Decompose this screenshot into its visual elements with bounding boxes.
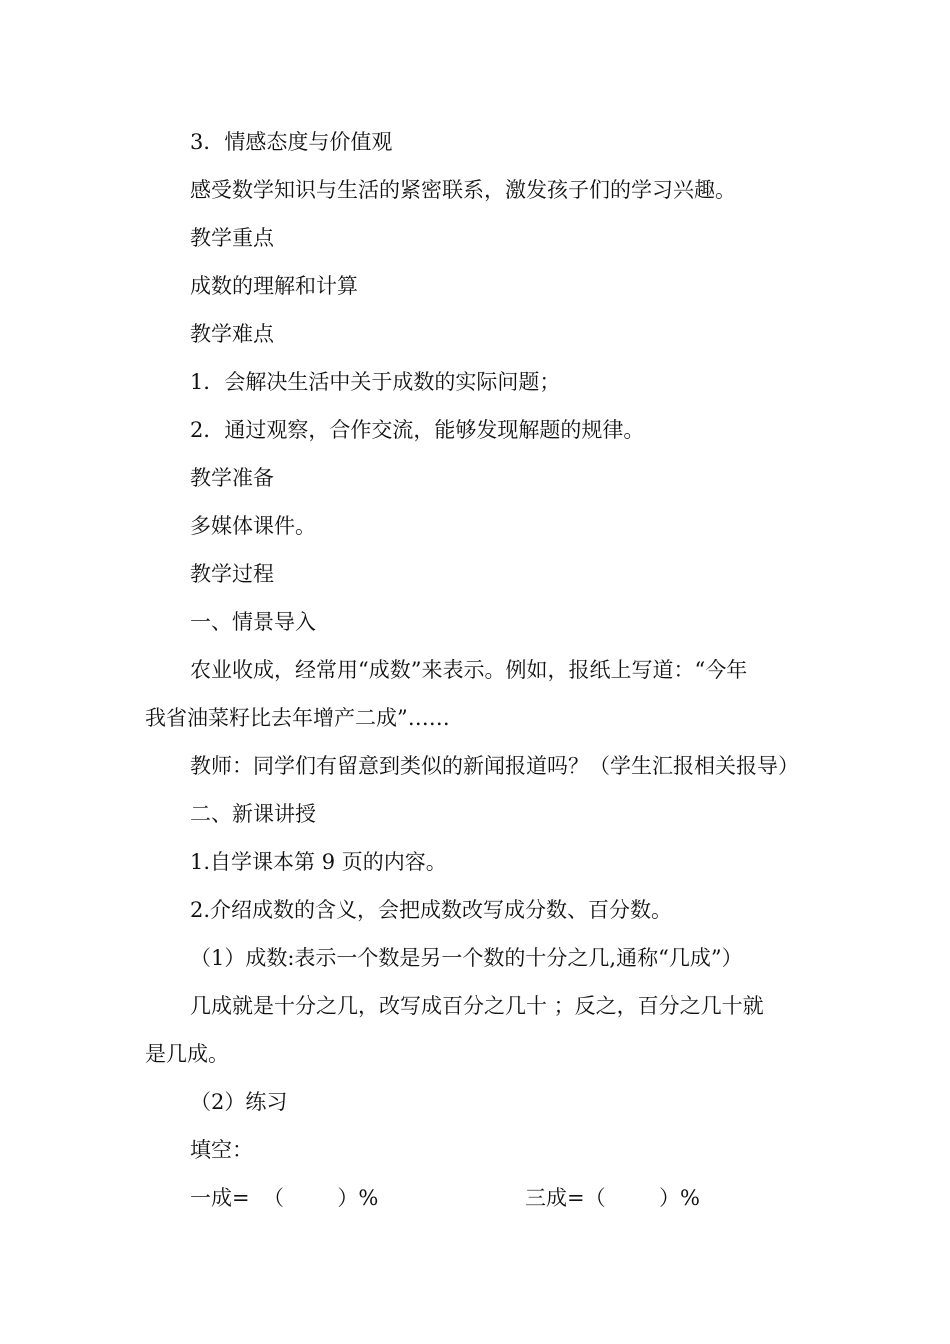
paragraph-explanation-line-1: 几成就是十分之几，改写成百分之几十 ；反之，百分之几十就 [190, 994, 764, 1018]
paragraph-attitude-goal: 感受数学知识与生活的紧密联系，激发孩子们的学习兴趣。 [190, 178, 736, 202]
paragraph-teaching-focus: 成数的理解和计算 [190, 274, 358, 298]
fill-blank-three-tenths: 三成=（ ）% [525, 1186, 700, 1210]
paragraph-definition: （1）成数:表示一个数是另一个数的十分之几,通称“几成”） [190, 946, 743, 970]
list-item-introduce-meaning: 2.介绍成数的含义，会把成数改写成分数、百分数。 [190, 898, 673, 922]
subheading-practice: （2）练习 [190, 1090, 288, 1114]
label-fill-in: 填空： [190, 1138, 253, 1162]
paragraph-explanation-line-2: 是几成。 [145, 1042, 229, 1066]
paragraph-intro-line-1: 农业收成，经常用“成数”来表示。例如，报纸上写道：“今年 [190, 658, 748, 682]
subheading-scenario-intro: 一、情景导入 [190, 610, 316, 634]
list-item-difficulty-1: 1．会解决生活中关于成数的实际问题； [190, 370, 561, 394]
heading-teaching-difficulty: 教学难点 [190, 322, 274, 346]
heading-teaching-preparation: 教学准备 [190, 466, 274, 490]
heading-teaching-process: 教学过程 [190, 562, 274, 586]
paragraph-intro-line-2: 我省油菜籽比去年增产二成”…… [145, 706, 450, 730]
paragraph-preparation: 多媒体课件。 [190, 514, 316, 538]
subheading-new-lesson: 二、新课讲授 [190, 802, 316, 826]
fill-blank-one-tenth: 一成= （ ）% [190, 1186, 379, 1210]
paragraph-teacher-question: 教师：同学们有留意到类似的新闻报道吗？（学生汇报相关报导） [190, 754, 799, 778]
section-heading-attitude: 3．情感态度与价值观 [190, 130, 393, 154]
fill-blank-row [190, 1184, 790, 1212]
list-item-difficulty-2: 2．通过观察，合作交流，能够发现解题的规律。 [190, 418, 645, 442]
list-item-self-study: 1.自学课本第 9 页的内容。 [190, 850, 447, 874]
heading-teaching-focus: 教学重点 [190, 226, 274, 250]
